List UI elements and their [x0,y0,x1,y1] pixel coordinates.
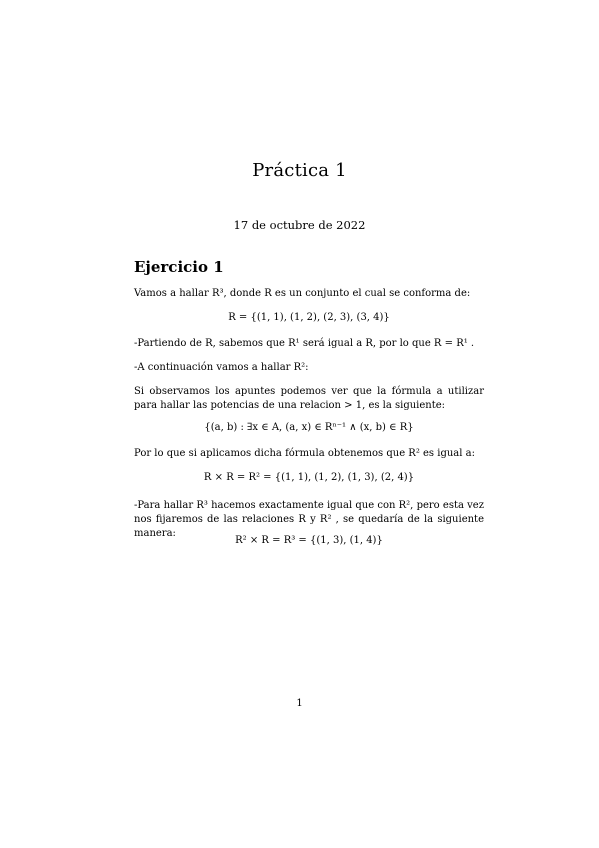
equation-formula: {(a, b) : ∃x ∈ A, (a, x) ∈ Rⁿ⁻¹ ∧ (x, b) ∈ R} [204,422,414,433]
page-number: 1 [296,698,303,709]
equation-r: R = {(1, 1), (1, 2), (2, 3), (3, 4)} [228,312,390,323]
section-heading: Ejercicio 1 [134,258,224,276]
document-title: Práctica 1 [252,160,347,181]
paragraph-formula-intro: Si observamos los apuntes podemos ver que la fórmula a utilizar para hallar las potencias de una relacion > 1, es la siguiente: [134,386,484,411]
equation-r3: R² × R = R³ = {(1, 3), (1, 4)} [235,535,383,546]
paragraph-r1: -Partiendo de R, sabemos que R¹ será igual a R, por lo que R = R¹ . [134,338,475,349]
paragraph-r2-intro: -A continuación vamos a hallar R²: [134,362,309,373]
equation-r2: R × R = R² = {(1, 1), (1, 2), (1, 3), (2, 4)} [203,472,415,483]
paragraph-intro: Vamos a hallar R³, donde R es un conjunto el cual se conforma de: [134,288,471,299]
paragraph-r3-intro: -Para hallar R³ hacemos exactamente igual que con R², pero esta vez nos fijaremos de las relaciones R y R² , se quedaría de la siguiente manera: [134,500,484,539]
paragraph-r2-result-intro: Por lo que si aplicamos dicha fórmula obtenemos que R² es igual a: [134,448,475,459]
document-date: 17 de octubre de 2022 [233,218,366,232]
